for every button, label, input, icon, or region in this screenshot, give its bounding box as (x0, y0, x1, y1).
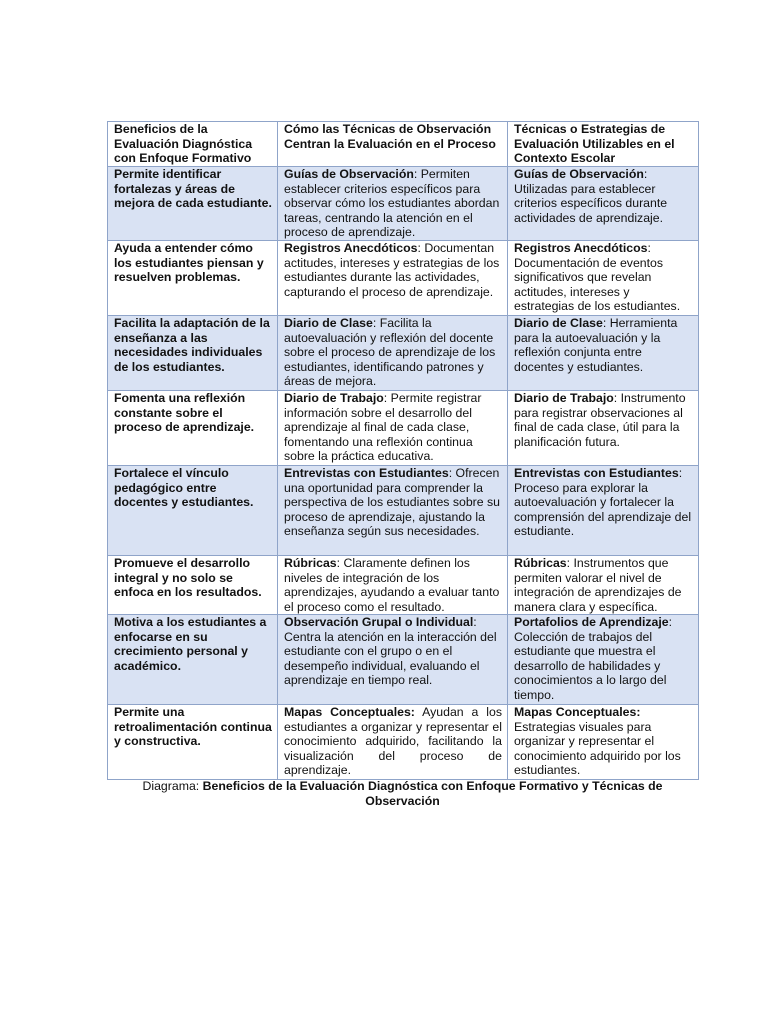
strategy-cell (508, 316, 699, 391)
technique-cell (278, 241, 508, 316)
strategy-title: Diario de Trabajo (514, 391, 614, 405)
benefit-cell: Permite identificar fortalezas y áreas de mejora de cada estudiante. (108, 167, 278, 241)
strategy-title: Diario de Clase (514, 316, 603, 330)
strategy-text: Estrategias visuales para organizar y representar el conocimiento adquirido por los estudiantes. (514, 719, 681, 777)
strategy-text: : Instrumentos que permiten valorar el nivel de integración de aprendizajes de manera clara y específica. (514, 556, 682, 614)
strategy-cell (508, 615, 699, 705)
strategy-text: : Colección de trabajos del estudiante que muestra el desarrollo de habilidades y conocimientos a lo largo del tiempo. (514, 615, 673, 702)
strategy-text: : Documentación de eventos significativos que revelan actitudes, intereses y estrategias de los estudiantes. (514, 241, 681, 313)
techniques-table (107, 121, 699, 780)
header-benefits: Beneficios de la Evaluación Diagnóstica con Enfoque Formativo (108, 122, 278, 167)
benefit-cell: Ayuda a entender cómo los estudiantes piensan y resuelven problemas. (108, 241, 278, 316)
technique-text: : Permite registrar información sobre el desarrollo del aprendizaje al final de cada clase, fomentando una reflexión continua sobre la práctica educativa. (284, 391, 482, 463)
technique-cell (278, 556, 508, 615)
technique-text: : Facilita la autoevaluación y reflexión del docente sobre el proceso de aprendizaje de los estudiantes, identificando patrones y áreas de mejora. (284, 316, 496, 388)
technique-title: Rúbricas (284, 556, 337, 570)
table-row (108, 167, 699, 241)
strategy-cell (508, 167, 699, 241)
strategy-cell (508, 466, 699, 556)
technique-text: : Ofrecen una oportunidad para comprender la perspectiva de los estudiantes sobre su proceso de aprendizaje, ajustando la enseñanza según sus necesidades. (284, 466, 501, 538)
table-row (108, 316, 699, 391)
table-row (108, 556, 699, 615)
strategy-title: Guías de Observación (514, 167, 644, 181)
strategy-cell (508, 556, 699, 615)
benefit-cell: Permite una retroalimentación continua y constructiva. (108, 705, 278, 780)
table-row (108, 705, 699, 780)
strategy-text: : Instrumento para registrar observaciones al final de cada clase, útil para la planificación futura. (514, 391, 686, 449)
technique-text: : Documentan actitudes, intereses y estrategias de los estudiantes durante las actividades, capturando el proceso de aprendizaje. (284, 241, 500, 299)
strategy-title: Mapas Conceptuales: (514, 705, 641, 719)
technique-cell (278, 391, 508, 466)
technique-text: Ayudan a los estudiantes a organizar y representar el conocimiento adquirido, facilitando la visualización del proceso de aprendizaje. (284, 705, 502, 777)
technique-cell (278, 167, 508, 241)
technique-title: Diario de Trabajo (284, 391, 384, 405)
strategy-title: Entrevistas con Estudiantes (514, 466, 679, 480)
caption-prefix: Diagrama: (142, 779, 203, 793)
strategy-cell (508, 705, 699, 780)
diagram-caption (107, 779, 698, 808)
header-observation-techniques: Cómo las Técnicas de Observación Centran la Evaluación en el Proceso (278, 122, 508, 167)
strategy-title: Rúbricas (514, 556, 567, 570)
technique-cell (278, 316, 508, 391)
technique-cell (278, 615, 508, 705)
strategy-text: : Herramienta para la autoevaluación y la reflexión conjunta entre docentes y estudiantes. (514, 316, 678, 374)
technique-title: Entrevistas con Estudiantes (284, 466, 449, 480)
table-row (108, 615, 699, 705)
benefit-cell: Facilita la adaptación de la enseñanza a las necesidades individuales de los estudiantes. (108, 316, 278, 391)
technique-text: : Centra la atención en la interacción del estudiante con el grupo o en el desempeño individual, evaluando el aprendizaje en tiempo real. (284, 615, 497, 687)
technique-title: Guías de Observación (284, 167, 414, 181)
technique-cell (278, 705, 508, 780)
benefit-cell: Motiva a los estudiantes a enfocarse en su crecimiento personal y académico. (108, 615, 278, 705)
strategy-text: : Utilizadas para establecer criterios específicos durante actividades de aprendizaje. (514, 167, 668, 225)
strategy-cell (508, 391, 699, 466)
table-row (108, 466, 699, 556)
technique-cell (278, 466, 508, 556)
strategy-title: Portafolios de Aprendizaje (514, 615, 669, 629)
table-row (108, 391, 699, 466)
techniques-table-container (107, 121, 698, 780)
technique-title: Observación Grupal o Individual (284, 615, 474, 629)
technique-text: : Permiten establecer criterios específicos para observar cómo los estudiantes abordan tareas, centrando la atención en el proceso de aprendizaje. (284, 167, 500, 239)
strategy-text: : Proceso para explorar la autoevaluación y fortalecer la comprensión del aprendizaje del estudiante. (514, 466, 692, 538)
table-header-row (108, 122, 699, 167)
benefit-cell: Promueve el desarrollo integral y no solo se enfoca en los resultados. (108, 556, 278, 615)
benefit-cell: Fomenta una reflexión constante sobre el proceso de aprendizaje. (108, 391, 278, 466)
benefit-cell: Fortalece el vínculo pedagógico entre docentes y estudiantes. (108, 466, 278, 556)
table-row (108, 241, 699, 316)
technique-title: Mapas Conceptuales: (284, 705, 415, 719)
caption-title: Beneficios de la Evaluación Diagnóstica con Enfoque Formativo y Técnicas de Observación (202, 779, 663, 808)
technique-title: Registros Anecdóticos (284, 241, 418, 255)
strategy-title: Registros Anecdóticos (514, 241, 648, 255)
strategy-cell (508, 241, 699, 316)
technique-text: : Claramente definen los niveles de integración de los aprendizajes, ayudando a evaluar tanto el proceso como el resultado. (284, 556, 500, 614)
technique-title: Diario de Clase (284, 316, 373, 330)
header-evaluation-strategies: Técnicas o Estrategias de Evaluación Utilizables en el Contexto Escolar (508, 122, 699, 167)
